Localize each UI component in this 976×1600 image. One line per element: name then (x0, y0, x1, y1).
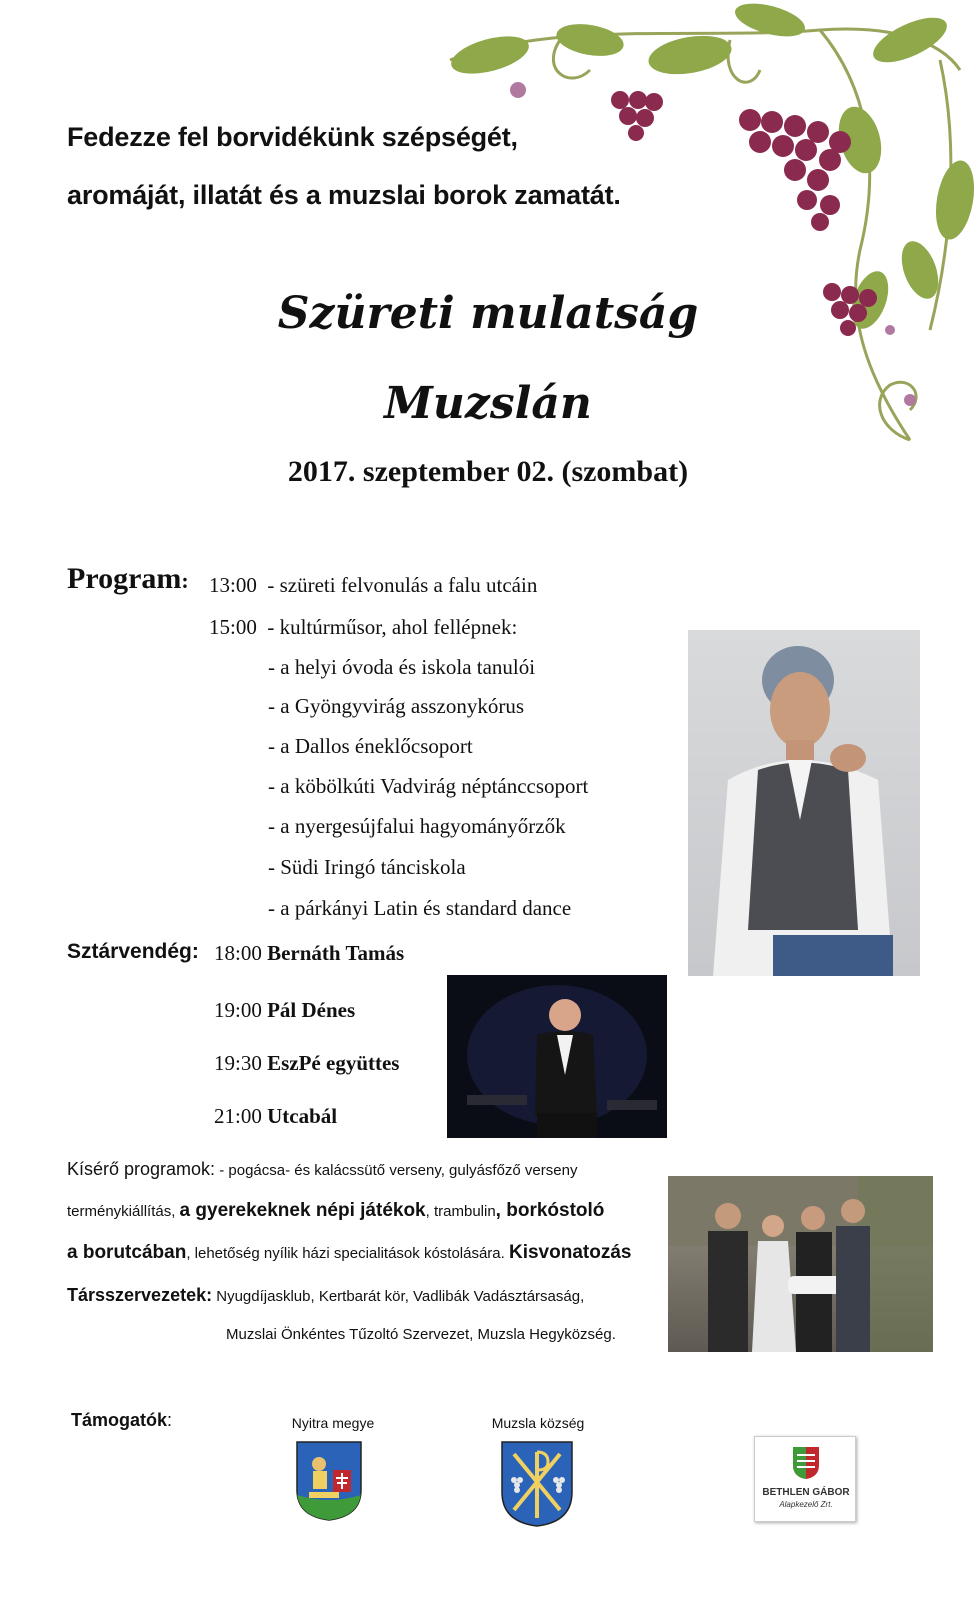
partners-line-1: Társszervezetek: Nyugdíjasklub, Kertbarát kör, Vadlibák Vadásztársaság, (67, 1285, 585, 1305)
program-item: 15:00 - kultúrműsor, ahol fellépnek: (209, 615, 518, 639)
side-programs-line-3: a borutcában, lehetőség nyílik házi specialitások kóstolására. Kisvonatozás (67, 1242, 632, 1263)
performer-item: - Südi Iringó tánciskola (268, 855, 466, 879)
muzsla-coat-of-arms-icon (500, 1440, 574, 1528)
photo-eszpe-band (668, 1176, 933, 1352)
side-programs-line-1: Kísérő programok: - pogácsa- és kalácssütő verseny, gulyásfőző verseny (67, 1159, 578, 1179)
side-programs-line-2: terménykiállítás, a gyerekeknek népi játékok, trambulin, borkóstoló (67, 1200, 605, 1221)
bethlen-shield-icon (791, 1445, 821, 1481)
bethlen-logo-sub: Alapkezelő Zrt. (779, 1500, 833, 1509)
event-date: 2017. szeptember 02. (szombat) (287, 455, 689, 488)
logo-caption-nyitra: Nyitra megye (291, 1415, 375, 1431)
event-location: Muzslán (384, 378, 592, 429)
program-label: Program: (67, 562, 189, 595)
intro-line-1: Fedezze fel borvidékünk szépségét, (67, 122, 518, 152)
performer-item: - a párkányi Latin és standard dance (268, 896, 572, 920)
star-item: 21:00 Utcabál (214, 1104, 338, 1128)
sponsors-label: Támogatók: (71, 1410, 173, 1430)
star-item: 19:00 Pál Dénes (214, 998, 356, 1022)
intro-line-2: aromáját, illatát és a muzslai borok zamatát. (67, 180, 621, 210)
logo-caption-muzsla: Muzsla község (491, 1415, 585, 1431)
star-item: 18:00 Bernáth Tamás (214, 941, 405, 965)
performer-item: - a helyi óvoda és iskola tanulói (268, 655, 536, 679)
stage-performer-image (447, 975, 667, 1138)
star-item: 19:30 EszPé együttes (214, 1051, 400, 1075)
program-item: 13:00 - szüreti felvonulás a falu utcáin (209, 573, 538, 597)
performer-item: - a Dallos éneklőcsoport (268, 734, 473, 758)
performer-item: - a nyergesújfalui hagyományőrzők (268, 814, 566, 838)
star-guest-label: Sztárvendég: (67, 940, 199, 963)
performer-item: - a köbölkúti Vadvirág néptánccsoport (268, 774, 589, 798)
photo-bernath-tamas (688, 630, 920, 976)
band-photo-image (668, 1176, 933, 1352)
bethlen-logo-name: BETHLEN GÁBOR (762, 1487, 850, 1498)
partners-line-2: Muzslai Önkéntes Tűzoltó Szervezet, Muzsla Hegyközség. (226, 1326, 616, 1343)
event-title: Szüreti mulatság (277, 288, 699, 339)
nyitra-coat-of-arms-icon (295, 1440, 363, 1522)
performer-item: - a Gyöngyvirág asszonykórus (268, 694, 525, 718)
photo-pal-denes (447, 975, 667, 1138)
singer-portrait-image (688, 630, 920, 976)
bethlen-gabor-logo (754, 1436, 856, 1522)
